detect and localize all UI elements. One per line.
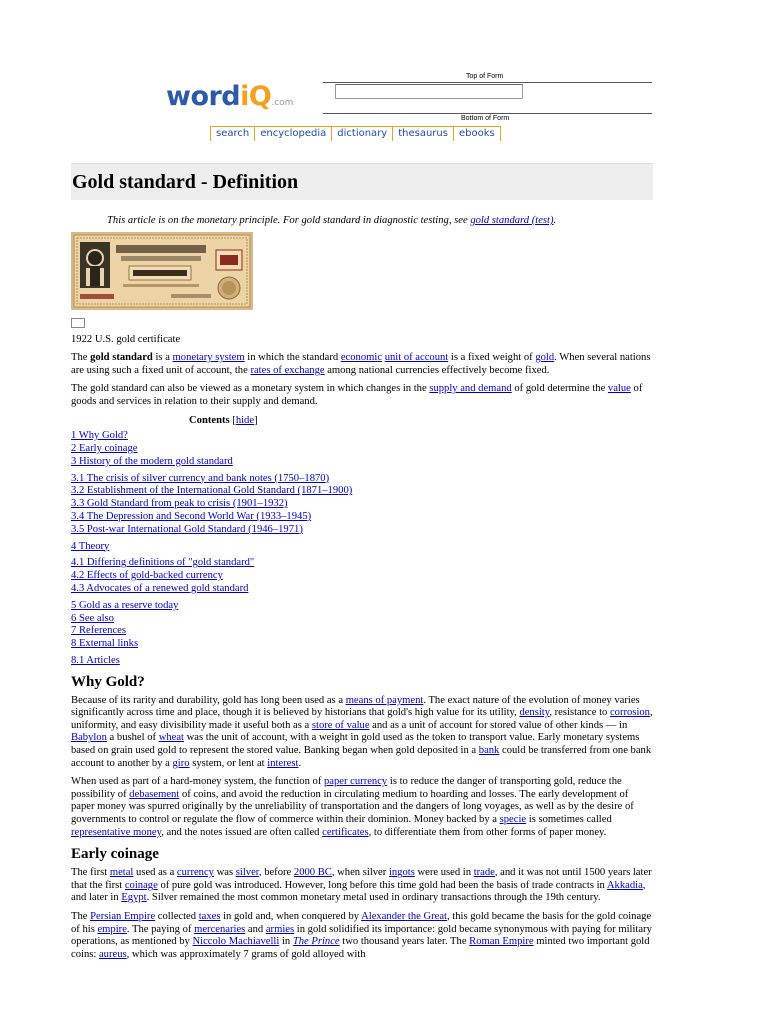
- nav-search[interactable]: search: [210, 127, 254, 141]
- nav-tabs: [210, 126, 501, 141]
- nav-thesaurus[interactable]: thesaurus: [392, 127, 453, 141]
- toc-entry: [71, 456, 653, 469]
- contents-heading: Contents [hide]: [189, 414, 258, 426]
- toc-link[interactable]: 1 Why Gold?: [71, 430, 128, 442]
- form-bottom-rule: [323, 113, 652, 114]
- toc-link[interactable]: 3 History of the modern gold standard: [71, 455, 233, 467]
- toc-entry: [71, 485, 653, 498]
- toc-entry: [71, 541, 653, 554]
- hatnote-link[interactable]: gold standard (test): [470, 215, 554, 226]
- toc-entry: [71, 583, 653, 596]
- toc-entry: [71, 600, 653, 613]
- toc-entry: [71, 430, 653, 443]
- enlarge-icon[interactable]: [71, 318, 85, 328]
- toc-link[interactable]: 3.2 Establishment of the International Gold Standard (1871–1900): [71, 485, 353, 497]
- top-of-form-label: Top of Form: [466, 73, 504, 80]
- toc-entry: [71, 443, 653, 456]
- toc-link[interactable]: 8 External links: [71, 638, 139, 650]
- toc-entry: [71, 625, 653, 638]
- form-top-rule: [323, 82, 652, 83]
- intro-paragraph-1: The gold standard is a monetary system in which the standard economic unit of account is a fixed weight of gold. When several nations are using such a fixed unit of account, the rates of exchange among national currencies effectively become fixed.: [71, 352, 651, 376]
- why-gold-paragraph-2: When used as part of a hard-money system, the function of paper currency is to reduce the danger of transporting gold, reduce the possibility of debasement of coins, and avoid the reduction in circulating medium to hoarding and losses. The early development of paper money was spurred originally by the unreliability of transportation and the dangers of long voyages, as well as by the desire of governments to control or regulate the flow of commerce within their dominion. Money backed by a specie is sometimes called representative money, and the notes issued are often called certificates, to differentiate them from other forms of paper money.: [71, 776, 634, 838]
- toc-entry: [71, 524, 653, 537]
- gold-certificate-image[interactable]: [71, 232, 253, 310]
- table-of-contents: [71, 430, 653, 668]
- bottom-of-form-label: Bottom of Form: [461, 115, 510, 122]
- toc-entry: [71, 511, 653, 524]
- toc-entry: [71, 473, 653, 486]
- gold-certificate-illustration: [71, 232, 253, 310]
- toc-link[interactable]: 4.1 Differing definitions of "gold standard": [71, 557, 255, 569]
- search-input[interactable]: [335, 84, 523, 99]
- toc-link[interactable]: 8.1 Articles: [71, 654, 120, 666]
- nav-encyclopedia[interactable]: encyclopedia: [254, 127, 331, 141]
- toc-entry: [71, 498, 653, 511]
- toc-link[interactable]: 6 See also: [71, 612, 114, 624]
- toc-link[interactable]: 4.2 Effects of gold-backed currency: [71, 570, 223, 582]
- toc-link[interactable]: 3.5 Post-war International Gold Standard (1946–1971): [71, 523, 303, 535]
- nav-dictionary[interactable]: dictionary: [331, 127, 392, 141]
- toc-entry: [71, 557, 653, 570]
- nav-ebooks[interactable]: ebooks: [453, 127, 501, 141]
- hatnote: This article is on the monetary principle. For gold standard in diagnostic testing, see gold standard (test).: [107, 215, 557, 226]
- toc-link[interactable]: 5 Gold as a reserve today: [71, 599, 179, 611]
- article-content: [71, 215, 653, 967]
- wordiq-logo[interactable]: [166, 82, 293, 118]
- toc-link[interactable]: 3.3 Gold Standard from peak to crisis (1901–1932): [71, 498, 288, 510]
- title-bar: [71, 163, 653, 200]
- toc-entry: [71, 613, 653, 626]
- heading-early-coinage: Early coinage: [71, 846, 159, 863]
- toc-entry: [71, 570, 653, 583]
- logo-iq: iQ: [240, 81, 272, 112]
- toc-link[interactable]: 3.4 The Depression and Second World War (1933–1945): [71, 510, 312, 522]
- toc-link[interactable]: 2 Early coinage: [71, 442, 138, 454]
- heading-why-gold: Why Gold?: [71, 673, 145, 690]
- image-caption: 1922 U.S. gold certificate: [71, 333, 181, 345]
- toc-link[interactable]: 7 References: [71, 625, 126, 637]
- toc-entry: [71, 638, 653, 651]
- early-coinage-paragraph-1: The first metal used as a currency was silver, before 2000 BC, when silver ingots were used in trade, and it was not until 1500 years later that the first coinage of pure gold was introduced. However, long before this time gold had been the basis of trade contracts in Akkadia, and later in Egypt. Silver remained the most common monetary metal used in ordinary transactions through the 19th century.: [71, 867, 652, 904]
- toc-link[interactable]: 3.1 The crisis of silver currency and bank notes (1750–1870): [71, 472, 330, 484]
- toc-link[interactable]: 4.3 Advocates of a renewed gold standard: [71, 582, 249, 594]
- logo-word: word: [166, 81, 241, 112]
- early-coinage-paragraph-2: The Persian Empire collected taxes in gold and, when conquered by Alexander the Great, this gold became the basis for the gold coinage of his empire. The paying of mercenaries and armies in gold solidified its importance: gold became synonymous with paying for military operations, as mentioned by Niccolo Machiavelli in The Prince two thousand years later. The Roman Empire minted two important gold coins: aureus, which was approximately 7 grams of gold alloyed with: [71, 911, 652, 960]
- why-gold-paragraph-1: Because of its rarity and durability, gold has long been used as a means of payment. The exact nature of the evolution of money varies significantly across time and place, though it is believed by historians that gold's high value for its utility, density, resistance to corrosion, uniformity, and easy divisibility made it useful both as a store of value and as a unit of account for stored value of other kinds — in Babylon a bushel of wheat was the unit of account, with a weight in gold used as the token to transport value. Early monetary systems based on grain used gold to represent the stored value. Banking began when gold deposited in a bank could be transferred from one bank account to another by a giro system, or lent at interest.: [71, 694, 653, 769]
- logo-suffix: .com: [271, 98, 294, 108]
- toc-link[interactable]: 4 Theory: [71, 540, 110, 552]
- contents-hide-link[interactable]: hide: [235, 414, 255, 426]
- toc-entry: [71, 655, 653, 668]
- intro-paragraph-2: The gold standard can also be viewed as a monetary system in which changes in the supply and demand of gold determine the value of goods and services in relation to their supply and demand.: [71, 383, 643, 407]
- page-title: Gold standard - Definition: [72, 171, 299, 193]
